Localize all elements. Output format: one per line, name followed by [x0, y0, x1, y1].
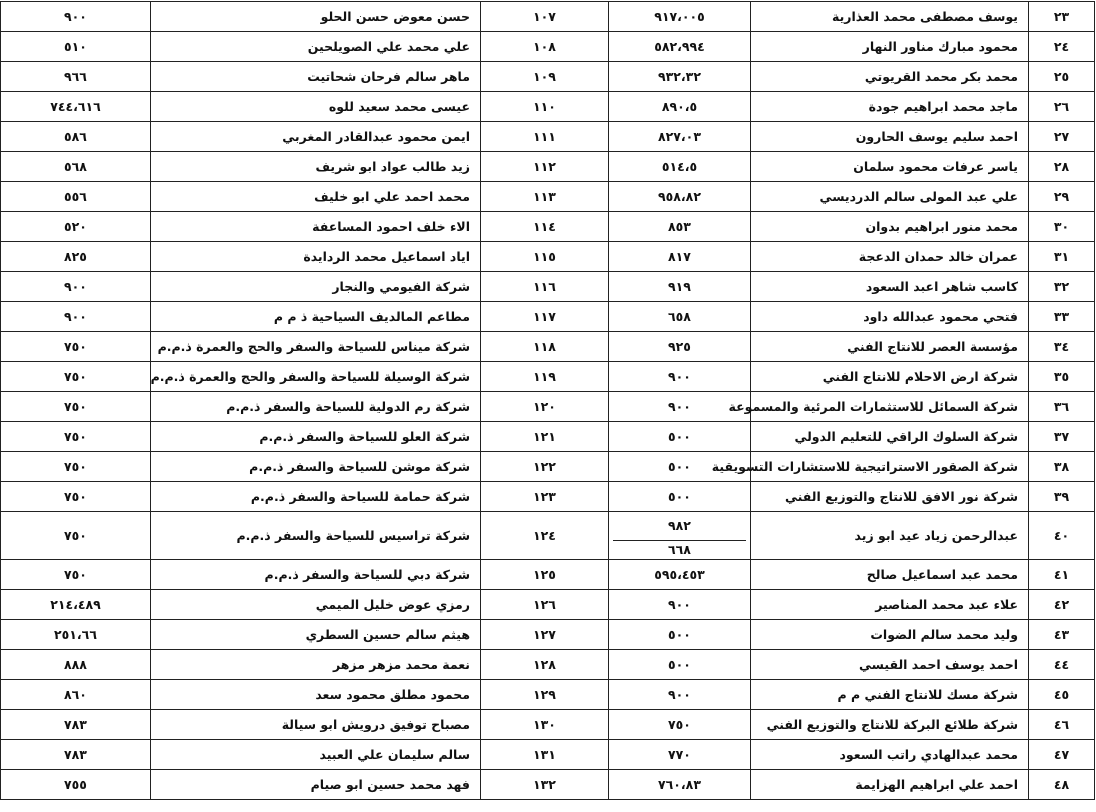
name-cell: عبدالرحمن زياد عيد ابو زيد: [751, 512, 1029, 560]
name-cell: احمد يوسف احمد القيسي: [751, 650, 1029, 680]
row-number-cell: ٣٣: [1029, 302, 1095, 332]
row-number-cell: ٣٨: [1029, 452, 1095, 482]
row-number-cell: ٤٤: [1029, 650, 1095, 680]
row-number-cell: ١٢١: [481, 422, 609, 452]
amount-cell: ٦٥٨: [609, 302, 751, 332]
amount-cell: ٩٢٥: [609, 332, 751, 362]
amount-cell: ٥٦٨: [1, 152, 151, 182]
amount-cell: [609, 512, 751, 560]
table-row: [1, 482, 1095, 512]
row-number-cell: ١١١: [481, 122, 609, 152]
name-cell: شركة السمائل للاستثمارات المرئية والمسموعة: [751, 392, 1029, 422]
amount-cell: ٨١٧: [609, 242, 751, 272]
row-number-cell: ٣٩: [1029, 482, 1095, 512]
amount-cell: ٧٨٣: [1, 740, 151, 770]
table-row: [1, 182, 1095, 212]
name-cell: شركة ميناس للسياحة والسفر والحج والعمرة ذ.م.م: [151, 332, 481, 362]
name-cell: هيثم سالم حسين السطري: [151, 620, 481, 650]
amount-cell: ٩٠٠: [609, 362, 751, 392]
amount-cell: ٥٠٠: [609, 620, 751, 650]
row-number-cell: ٤٧: [1029, 740, 1095, 770]
amount-cell: ٥٠٠: [609, 422, 751, 452]
name-cell: محمد عبدالهادي راتب السعود: [751, 740, 1029, 770]
name-cell: شركة رم الدولية للسياحة والسفر ذ.م.م: [151, 392, 481, 422]
amount-cell: ٥٨٦: [1, 122, 151, 152]
amount-cell: ٩٦٦: [1, 62, 151, 92]
name-cell: مؤسسة العصر للانتاج الفني: [751, 332, 1029, 362]
row-number-cell: ١١٠: [481, 92, 609, 122]
name-cell: ياسر عرفات محمود سلمان: [751, 152, 1029, 182]
name-cell: احمد علي ابراهيم الهزايمة: [751, 770, 1029, 800]
amount-cell: ٧٥٥: [1, 770, 151, 800]
row-number-cell: ١٢٦: [481, 590, 609, 620]
table-row: [1, 392, 1095, 422]
row-number-cell: ٤٦: [1029, 710, 1095, 740]
row-number-cell: ٣٤: [1029, 332, 1095, 362]
amount-cell: ٨٥٣: [609, 212, 751, 242]
name-cell: رمزي عوض خليل الميمي: [151, 590, 481, 620]
name-cell: اياد اسماعيل محمد الردايدة: [151, 242, 481, 272]
amount-cell: ٩٠٠: [609, 392, 751, 422]
table-row: [1, 2, 1095, 32]
amount-cell: ٩٥٨،٨٢: [609, 182, 751, 212]
row-number-cell: ١٣١: [481, 740, 609, 770]
amount-cell: ٥١٠: [1, 32, 151, 62]
name-cell: محمد احمد علي ابو خليف: [151, 182, 481, 212]
amount-cell: ٩٠٠: [1, 2, 151, 32]
row-number-cell: ٢٦: [1029, 92, 1095, 122]
row-number-cell: ١١٤: [481, 212, 609, 242]
table-row: [1, 560, 1095, 590]
table-row: [1, 152, 1095, 182]
row-number-cell: ٢٥: [1029, 62, 1095, 92]
amount-cell: ٧٥٠: [1, 332, 151, 362]
name-cell: عمران خالد حمدان الدعجة: [751, 242, 1029, 272]
row-number-cell: ٢٨: [1029, 152, 1095, 182]
amount-cell: ٩٠٠: [1, 302, 151, 332]
amount-cell: ٧٨٣: [1, 710, 151, 740]
name-cell: علاء عبد محمد المناصير: [751, 590, 1029, 620]
row-number-cell: ١٢٣: [481, 482, 609, 512]
row-number-cell: ١٢٧: [481, 620, 609, 650]
name-cell: شركة نور الافق للانتاج والتوزيع الفني: [751, 482, 1029, 512]
row-number-cell: ٤١: [1029, 560, 1095, 590]
records-table-body: [1, 2, 1095, 800]
records-table: [0, 1, 1095, 800]
table-row: [1, 122, 1095, 152]
row-number-cell: ١١٩: [481, 362, 609, 392]
row-number-cell: ١١٨: [481, 332, 609, 362]
row-number-cell: ١٠٧: [481, 2, 609, 32]
table-row: [1, 590, 1095, 620]
amount-cell: ٥١٤،٥: [609, 152, 751, 182]
row-number-cell: ٣٥: [1029, 362, 1095, 392]
table-row: [1, 92, 1095, 122]
name-cell: شركة الصقور الاستراتيجية للاستشارات التسويقية: [751, 452, 1029, 482]
row-number-cell: ٢٧: [1029, 122, 1095, 152]
amount-cell: ٢٥١،٦٦: [1, 620, 151, 650]
amount-cell: ٥٠٠: [609, 650, 751, 680]
row-number-cell: ٣٧: [1029, 422, 1095, 452]
table-row: [1, 332, 1095, 362]
amount-cell: ٧٦٠،٨٣: [609, 770, 751, 800]
name-cell: احمد سليم يوسف الحارون: [751, 122, 1029, 152]
name-cell: مطاعم المالديف السياحية ذ م م: [151, 302, 481, 332]
table-row: [1, 212, 1095, 242]
name-cell: محمد منور ابراهيم بدوان: [751, 212, 1029, 242]
name-cell: محمود مبارك مناور النهار: [751, 32, 1029, 62]
name-cell: شركة السلوك الراقي للتعليم الدولي: [751, 422, 1029, 452]
amount-value-secondary: ٦٦٨: [668, 542, 691, 557]
row-number-cell: ٣٦: [1029, 392, 1095, 422]
table-row: [1, 32, 1095, 62]
name-cell: يوسف مصطفى محمد العذارية: [751, 2, 1029, 32]
name-cell: شركة تراسيس للسياحة والسفر ذ.م.م: [151, 512, 481, 560]
name-cell: شركة طلائع البركة للانتاج والتوزيع الفني: [751, 710, 1029, 740]
row-number-cell: ١٢٠: [481, 392, 609, 422]
amount-cell: ٨٢٧،٠٣: [609, 122, 751, 152]
row-number-cell: ٤٢: [1029, 590, 1095, 620]
row-number-cell: ٢٤: [1029, 32, 1095, 62]
row-number-cell: ١٢٩: [481, 680, 609, 710]
name-cell: محمود مطلق محمود سعد: [151, 680, 481, 710]
row-number-cell: ٤٨: [1029, 770, 1095, 800]
name-cell: شركة ارض الاحلام للانتاج الفني: [751, 362, 1029, 392]
name-cell: الاء خلف احمود المساعفة: [151, 212, 481, 242]
row-number-cell: ٣١: [1029, 242, 1095, 272]
table-row: [1, 302, 1095, 332]
name-cell: زيد طالب عواد ابو شريف: [151, 152, 481, 182]
row-number-cell: ١١٢: [481, 152, 609, 182]
row-number-cell: ٣٠: [1029, 212, 1095, 242]
amount-cell: ٥٥٦: [1, 182, 151, 212]
name-cell: نعمة محمد مزهر مزهر: [151, 650, 481, 680]
table-row: [1, 272, 1095, 302]
table-row: [1, 512, 1095, 560]
name-cell: فتحي محمود عبدالله داود: [751, 302, 1029, 332]
name-cell: شركة الوسيلة للسياحة والسفر والحج والعمرة ذ.م.م: [151, 362, 481, 392]
table-row: [1, 740, 1095, 770]
amount-cell: ٥٠٠: [609, 452, 751, 482]
name-cell: شركة موشن للسياحة والسفر ذ.م.م: [151, 452, 481, 482]
amount-cell: ٧٥٠: [1, 452, 151, 482]
name-cell: سالم سليمان علي العبيد: [151, 740, 481, 770]
table-row: [1, 62, 1095, 92]
row-number-cell: ١١٣: [481, 182, 609, 212]
name-cell: شركة دبي للسياحة والسفر ذ.م.م: [151, 560, 481, 590]
row-number-cell: ١٢٨: [481, 650, 609, 680]
name-cell: علي عبد المولى سالم الدرديسي: [751, 182, 1029, 212]
name-cell: شركة الفيومي والنجار: [151, 272, 481, 302]
name-cell: ماهر سالم فرحان شحاتيت: [151, 62, 481, 92]
name-cell: محمد بكر محمد القريوتي: [751, 62, 1029, 92]
row-number-cell: ١٠٨: [481, 32, 609, 62]
amount-cell: ٧٥٠: [1, 362, 151, 392]
amount-cell: ٨٢٥: [1, 242, 151, 272]
amount-cell: ٢١٤،٤٨٩: [1, 590, 151, 620]
amount-cell: ٨٩٠،٥: [609, 92, 751, 122]
name-cell: عيسى محمد سعيد للوه: [151, 92, 481, 122]
row-number-cell: ١٢٥: [481, 560, 609, 590]
amount-cell: ٧٥٠: [1, 512, 151, 560]
amount-cell: ٩٠٠: [609, 590, 751, 620]
amount-cell: ٩٠٠: [1, 272, 151, 302]
name-cell: شركة حمامة للسياحة والسفر ذ.م.م: [151, 482, 481, 512]
name-cell: شركة مسك للانتاج الفني م م: [751, 680, 1029, 710]
name-cell: مصباح توفيق درويش ابو سيالة: [151, 710, 481, 740]
row-number-cell: ٣٢: [1029, 272, 1095, 302]
amount-cell: ٩١٩: [609, 272, 751, 302]
row-number-cell: ١٢٢: [481, 452, 609, 482]
amount-cell: ٧٥٠: [1, 560, 151, 590]
name-cell: حسن معوض حسن الحلو: [151, 2, 481, 32]
amount-cell: ٩٠٠: [609, 680, 751, 710]
row-number-cell: ١٣٢: [481, 770, 609, 800]
amount-cell: ٩٣٢،٣٢: [609, 62, 751, 92]
amount-cell: ٧٥٠: [1, 422, 151, 452]
name-cell: ماجد محمد ابراهيم جودة: [751, 92, 1029, 122]
amount-cell: ٧٥٠: [1, 482, 151, 512]
table-row: [1, 680, 1095, 710]
row-number-cell: ٤٣: [1029, 620, 1095, 650]
amount-cell: ٧٥٠: [609, 710, 751, 740]
amount-cell: ٥٢٠: [1, 212, 151, 242]
table-row: [1, 620, 1095, 650]
name-cell: فهد محمد حسين ابو صيام: [151, 770, 481, 800]
row-number-cell: ١٠٩: [481, 62, 609, 92]
row-number-cell: ٢٣: [1029, 2, 1095, 32]
name-cell: محمد عبد اسماعيل صالح: [751, 560, 1029, 590]
table-row: [1, 362, 1095, 392]
name-cell: ايمن محمود عبدالقادر المغربي: [151, 122, 481, 152]
table-row: [1, 242, 1095, 272]
table-row: [1, 770, 1095, 800]
name-cell: كاسب شاهر اعبد السعود: [751, 272, 1029, 302]
table-row: [1, 452, 1095, 482]
amount-cell: ٧٧٠: [609, 740, 751, 770]
amount-cell: ٨٨٨: [1, 650, 151, 680]
name-cell: وليد محمد سالم الضوات: [751, 620, 1029, 650]
amount-cell: ٥٨٢،٩٩٤: [609, 32, 751, 62]
amount-cell: ٧٥٠: [1, 392, 151, 422]
row-number-cell: ١٢٤: [481, 512, 609, 560]
row-number-cell: ١١٦: [481, 272, 609, 302]
table-row: [1, 650, 1095, 680]
amount-cell: ٩١٧،٠٠٥: [609, 2, 751, 32]
name-cell: علي محمد علي الصويلحين: [151, 32, 481, 62]
table-row: [1, 710, 1095, 740]
row-number-cell: ٤٠: [1029, 512, 1095, 560]
amount-cell: ٨٦٠: [1, 680, 151, 710]
amount-cell: ٥٩٥،٤٥٣: [609, 560, 751, 590]
row-number-cell: ١١٥: [481, 242, 609, 272]
row-number-cell: ١١٧: [481, 302, 609, 332]
table-row: [1, 422, 1095, 452]
row-number-cell: ٢٩: [1029, 182, 1095, 212]
amount-cell: ٧٤٤،٦١٦: [1, 92, 151, 122]
amount-value: ٩٨٢: [613, 512, 746, 541]
row-number-cell: ١٣٠: [481, 710, 609, 740]
row-number-cell: ٤٥: [1029, 680, 1095, 710]
amount-cell: ٥٠٠: [609, 482, 751, 512]
name-cell: شركة العلو للسياحة والسفر ذ.م.م: [151, 422, 481, 452]
